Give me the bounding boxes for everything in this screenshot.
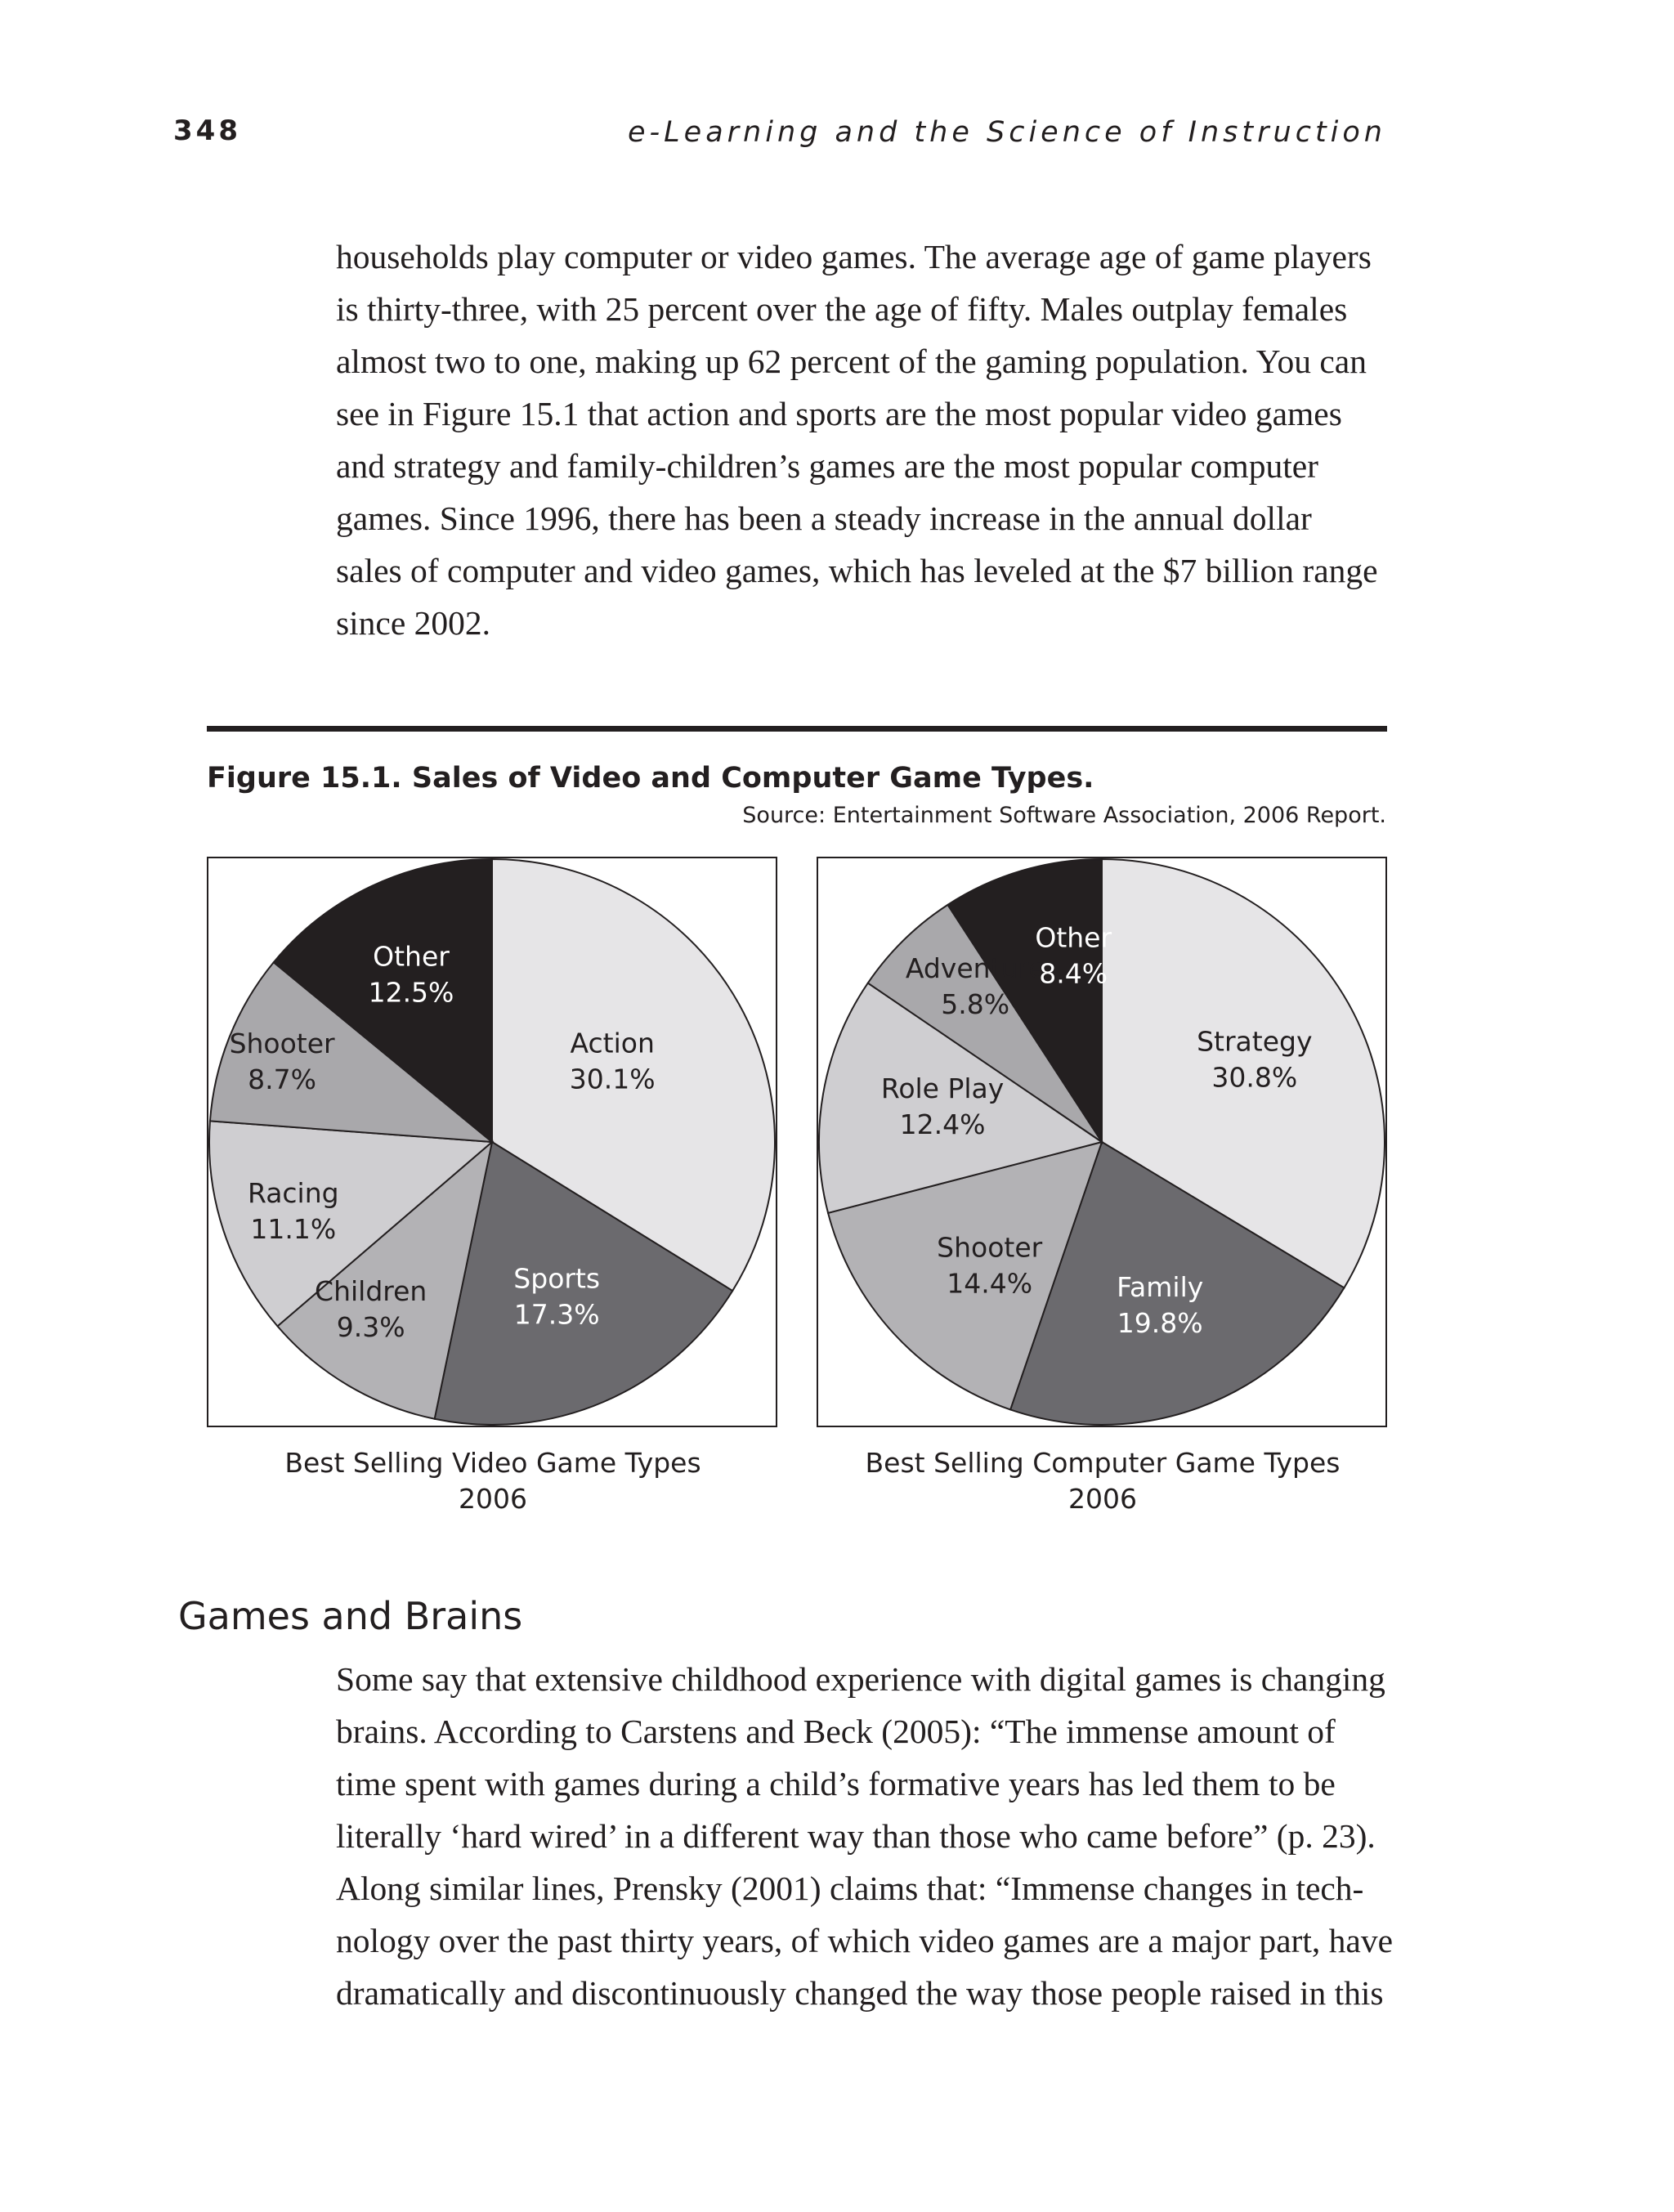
slice-category-label: Strategy [1197, 1025, 1313, 1058]
video-games-chart-frame [207, 857, 777, 1427]
computer-games-chart-frame [817, 857, 1387, 1427]
computer-games-pie-chart [818, 858, 1385, 1426]
slice-value-label: 9.3% [336, 1311, 405, 1344]
section-line: literally ‘hard wired’ in a different way than those who came before” (p. 23). [336, 1817, 1376, 1855]
chart-title-text: Best Selling Computer Game Types [865, 1447, 1341, 1479]
slice-category-label: Adventure [905, 952, 1045, 984]
chart-title-year: 2006 [459, 1483, 527, 1515]
slice-value-label: 17.3% [513, 1298, 600, 1331]
slice-category-label: Role Play [880, 1072, 1005, 1104]
section-line: time spent with games during a child’s formative years has led them to be [336, 1765, 1336, 1802]
video-games-pie-chart [208, 858, 776, 1426]
computer-games-chart-title [817, 1445, 1389, 1517]
section-heading: Games and Brains [178, 1594, 523, 1638]
slice-value-label: 11.1% [250, 1213, 337, 1245]
slice-value-label: 12.5% [368, 976, 454, 1009]
figure-top-rule [207, 726, 1387, 732]
slice-category-label: Other [373, 940, 450, 973]
slice-category-label: Shooter [937, 1231, 1043, 1264]
section-paragraph [336, 1653, 1393, 2019]
slice-value-label: 8.7% [248, 1063, 317, 1095]
slice-value-label: 5.8% [941, 987, 1010, 1020]
slice-value-label: 19.8% [1117, 1307, 1203, 1339]
intro-paragraph [336, 231, 1387, 649]
slice-value-label: 14.4% [947, 1267, 1033, 1300]
slice-category-label: Shooter [229, 1028, 335, 1059]
intro-line: is thirty-three, with 25 percent over the age of fifty. Males outplay females [336, 290, 1348, 328]
section-line: nology over the past thirty years, of which video games are a major part, have [336, 1922, 1393, 1959]
slice-category-label: Racing [247, 1177, 339, 1209]
intro-line: sales of computer and video games, which has leveled at the $7 billion range [336, 552, 1378, 589]
slice-value-label: 8.4% [1039, 957, 1108, 990]
slice-category-label: Family [1117, 1271, 1204, 1303]
slice-value-label: 30.1% [569, 1063, 656, 1095]
intro-line: games. Since 1996, there has been a steady increase in the annual dollar [336, 499, 1312, 537]
slice-value-label: 12.4% [899, 1108, 986, 1140]
intro-line: almost two to one, making up 62 percent of the gaming population. You can [336, 343, 1367, 380]
running-head: e-Learning and the Science of Instruction [628, 116, 1386, 149]
intro-line: since 2002. [336, 604, 491, 642]
intro-line: and strategy and family-children’s games are the most popular computer [336, 447, 1318, 485]
video-games-chart-title [207, 1445, 779, 1517]
section-line: Some say that extensive childhood experience with digital games is changing [336, 1660, 1385, 1698]
slice-category-label: Children [315, 1275, 427, 1308]
intro-line: households play computer or video games. The average age of game players [336, 238, 1372, 275]
page-number: 348 [173, 114, 241, 147]
section-line: brains. According to Carstens and Beck (2005): “The immense amount of [336, 1713, 1336, 1750]
chart-title-year: 2006 [1068, 1483, 1137, 1515]
slice-value-label: 30.8% [1211, 1061, 1298, 1094]
slice-category-label: Sports [513, 1262, 601, 1295]
figure-source: Source: Entertainment Software Association, 2006 Report. [742, 803, 1386, 828]
slice-category-label: Other [1035, 921, 1112, 954]
figure-caption: Figure 15.1. Sales of Video and Computer Game Types. [207, 762, 1094, 795]
chart-title-text: Best Selling Video Game Types [284, 1447, 701, 1479]
section-line: dramatically and discontinuously changed the way those people raised in this [336, 1974, 1384, 2012]
intro-line: see in Figure 15.1 that action and sports are the most popular video games [336, 395, 1342, 432]
slice-category-label: Action [570, 1027, 655, 1059]
section-line: Along similar lines, Prensky (2001) claims that: “Immense changes in tech- [336, 1869, 1364, 1907]
